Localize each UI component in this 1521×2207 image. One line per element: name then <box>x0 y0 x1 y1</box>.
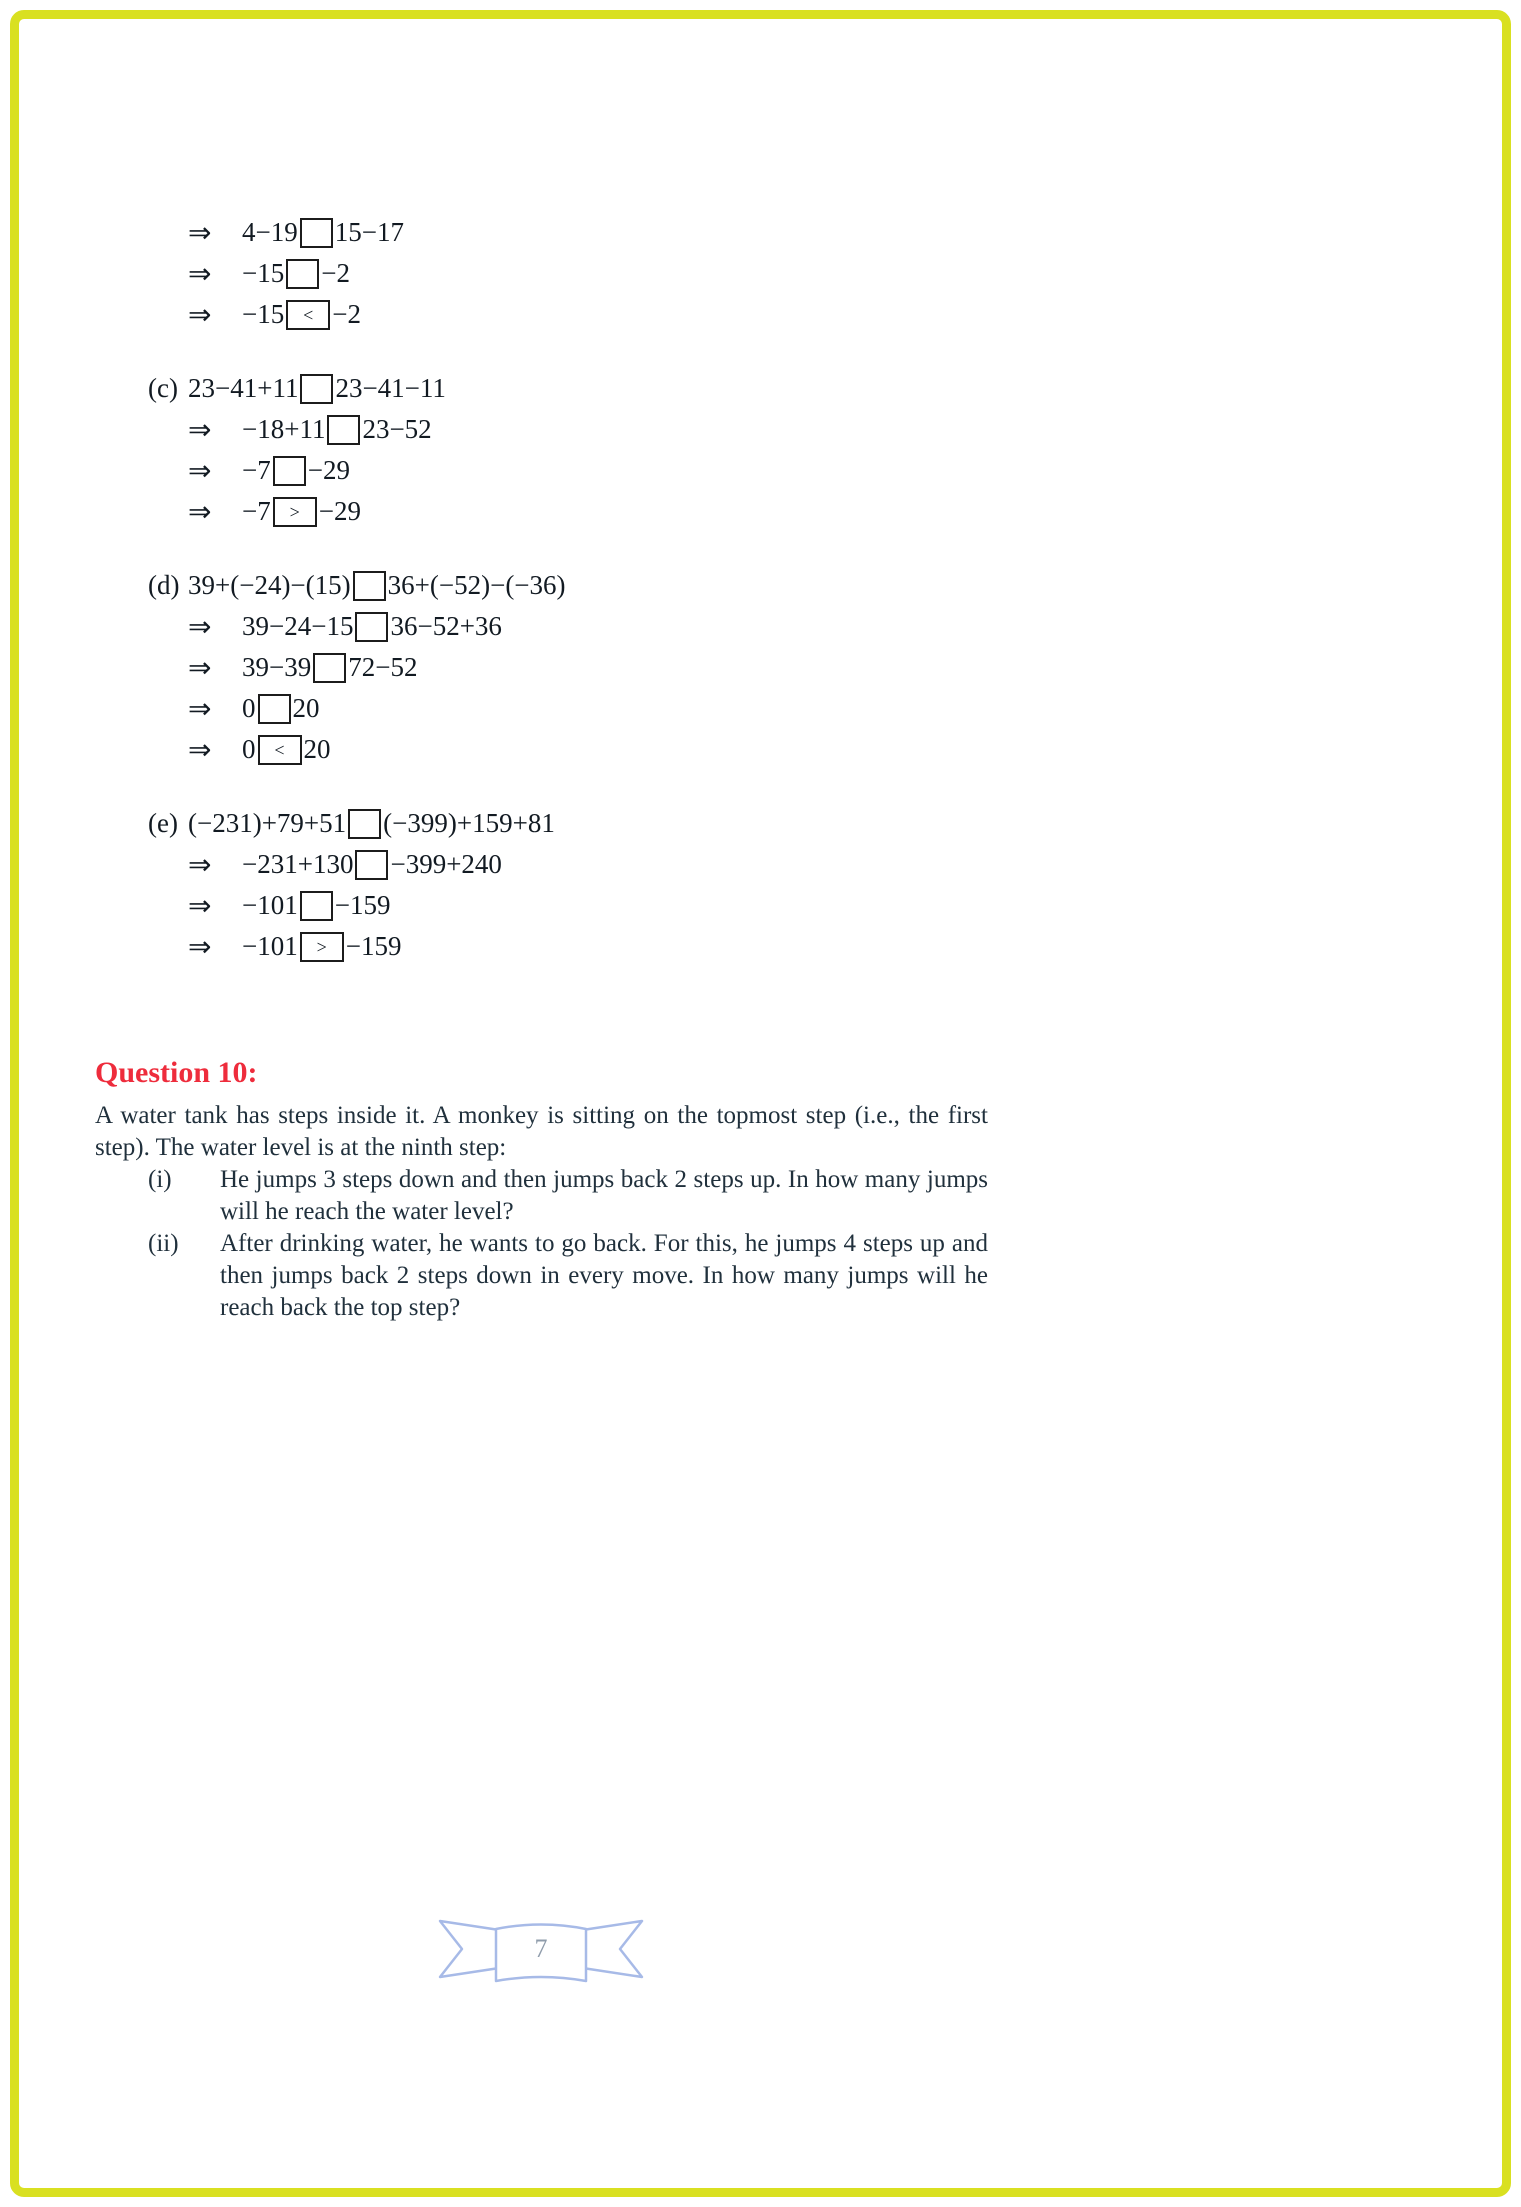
empty-comparison-box <box>286 259 319 289</box>
expression-left: −7 <box>242 455 271 485</box>
page-number: 7 <box>534 1934 548 1964</box>
question-10-heading: Question 10: <box>95 1056 258 1089</box>
item-label: (i) <box>148 1166 172 1193</box>
expression-right: 20 <box>292 693 320 723</box>
comparison-box-less-than: < <box>258 735 302 765</box>
expression-left: 4−19 <box>242 217 298 247</box>
math-line <box>0 729 1521 770</box>
expression-right: 36−52+36 <box>390 611 502 641</box>
implies-arrow: ⇒ <box>188 890 212 922</box>
expression-right: −159 <box>334 890 391 920</box>
math-line <box>0 565 1521 606</box>
implies-arrow: ⇒ <box>188 299 212 331</box>
expression-right: 20 <box>303 734 331 764</box>
empty-comparison-box <box>313 653 346 683</box>
part-label: (e) <box>148 808 178 838</box>
item-text: He jumps 3 steps down and then jumps back 2 steps up. In how many jumps will he reach the water level? <box>220 1166 988 1225</box>
empty-comparison-box <box>327 415 360 445</box>
math-solution-block <box>0 212 1521 967</box>
empty-comparison-box <box>348 809 381 839</box>
implies-arrow: ⇒ <box>188 652 212 684</box>
expression-left: (−231)+79+51 <box>188 808 347 838</box>
empty-comparison-box <box>300 374 333 404</box>
math-line <box>0 294 1521 335</box>
expression-right: −29 <box>307 455 350 485</box>
expression-right: −159 <box>345 931 402 961</box>
math-line <box>0 885 1521 926</box>
empty-comparison-box <box>258 694 291 724</box>
expression-left: −18+11 <box>242 414 326 444</box>
expression-right: −399+240 <box>390 849 502 879</box>
implies-arrow: ⇒ <box>188 849 212 881</box>
item-label: (ii) <box>148 1230 179 1257</box>
expression-right: −29 <box>318 496 361 526</box>
part-label: (c) <box>148 373 178 403</box>
math-line <box>0 368 1521 409</box>
math-line <box>0 606 1521 647</box>
question-item-ii <box>95 1228 988 1324</box>
math-line <box>0 253 1521 294</box>
empty-comparison-box <box>300 218 333 248</box>
question-10-section <box>95 1056 988 1324</box>
math-line <box>0 491 1521 532</box>
empty-comparison-box <box>273 456 306 486</box>
math-line <box>0 409 1521 450</box>
implies-arrow: ⇒ <box>188 931 212 963</box>
expression-left: 0 <box>242 734 256 764</box>
part-label: (d) <box>148 570 180 600</box>
question-intro: A water tank has steps inside it. A monkey is sitting on the topmost step (i.e., the first step). The water level is at the ninth step: <box>95 1102 988 1161</box>
math-group <box>0 565 1521 770</box>
implies-arrow: ⇒ <box>188 734 212 766</box>
expression-right: 15−17 <box>334 217 404 247</box>
expression-left: 23−41+11 <box>188 373 299 403</box>
math-group <box>0 803 1521 967</box>
implies-arrow: ⇒ <box>188 217 212 249</box>
math-line <box>0 688 1521 729</box>
empty-comparison-box <box>355 850 388 880</box>
expression-right: −2 <box>321 258 350 288</box>
expression-left: −101 <box>242 890 298 920</box>
expression-left: 39−39 <box>242 652 312 682</box>
implies-arrow: ⇒ <box>188 611 212 643</box>
implies-arrow: ⇒ <box>188 693 212 725</box>
math-group <box>0 368 1521 532</box>
math-line <box>0 450 1521 491</box>
implies-arrow: ⇒ <box>188 258 212 290</box>
item-text: After drinking water, he wants to go back. For this, he jumps 4 steps up and then jumps back 2 steps down in every move. In how many jumps will he reach back the top step? <box>220 1230 988 1321</box>
math-line <box>0 803 1521 844</box>
comparison-box-less-than: < <box>286 300 330 330</box>
expression-left: −15 <box>242 299 285 329</box>
math-group <box>0 212 1521 335</box>
expression-right: 23−52 <box>362 414 432 444</box>
expression-left: 39+(−24)−(15) <box>188 570 351 600</box>
expression-left: −231+130 <box>242 849 354 879</box>
math-line <box>0 844 1521 885</box>
math-line <box>0 647 1521 688</box>
expression-left: −15 <box>242 258 285 288</box>
math-line <box>0 212 1521 253</box>
comparison-box-greater-than: > <box>300 932 344 962</box>
implies-arrow: ⇒ <box>188 496 212 528</box>
empty-comparison-box <box>355 612 388 642</box>
expression-left: 39−24−15 <box>242 611 354 641</box>
implies-arrow: ⇒ <box>188 414 212 446</box>
empty-comparison-box <box>300 891 333 921</box>
implies-arrow: ⇒ <box>188 455 212 487</box>
expression-left: −101 <box>242 931 298 961</box>
expression-right: −2 <box>332 299 361 329</box>
page-number-ribbon <box>432 1905 650 1991</box>
math-line <box>0 926 1521 967</box>
expression-right: 23−41−11 <box>335 373 446 403</box>
expression-right: 36+(−52)−(−36) <box>387 570 566 600</box>
comparison-box-greater-than: > <box>273 497 317 527</box>
empty-comparison-box <box>353 571 386 601</box>
question-item-i <box>95 1164 988 1228</box>
expression-right: (−399)+159+81 <box>383 808 555 838</box>
expression-right: 72−52 <box>348 652 418 682</box>
expression-left: 0 <box>242 693 256 723</box>
expression-left: −7 <box>242 496 271 526</box>
